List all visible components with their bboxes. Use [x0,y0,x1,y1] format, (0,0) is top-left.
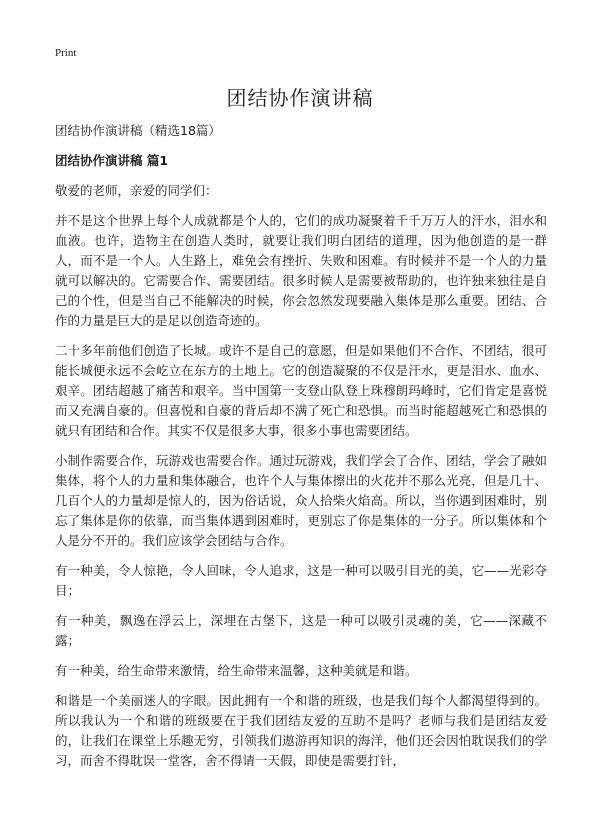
body-paragraph: 有一种美，给生命带来激情，给生命带来温馨，这种美就是和谐。 [55,663,418,678]
body-paragraph: 有一种美，令人惊艳，令人回味，令人追求，这是一种可以吸引目光的美，它——光彩夺目； [55,563,547,598]
body-paragraph: 并不是这个世界上每个人成就都是个人的，它们的成功凝聚着千千万万人的汗水，泪水和血液。也许，造物主在创造人类时，就要让我们明白团结的道理，因为他创造的是一群人，而不是一个人。人生路上，难免会有挫折、失败和困难。有时候并不是一个人的力量就可以解决的。它需要合作、需要团结。很多时候人是需要被帮助的，也许独来独往是自己的个性，但是当自己不能解决的时候，你会忽然发现要融入集体是那么重要。团结、合作的力量是巨大的是足以创造奇迹的。 [55,213,547,328]
page-title: 团结协作演讲稿 [226,86,374,110]
document-subtitle: 团结协作演讲稿（精选18篇） [55,123,221,138]
body-paragraph: 有一种美，飘逸在浮云上，深埋在古堡下，这是一种可以吸引灵魂的美，它——深藏不露； [55,613,547,648]
body-paragraph: 和谐是一个美丽迷人的字眼。因此拥有一个和谐的班级，也是我们每个人都渴望得到的。所以我认为一个和谐的班级要在于我们团结友爱的互助不是吗？老师与我们是团结友爱的，让我们在课堂上乐趣无穷，引领我们遨游再知识的海洋，他们还会因怕耽误我们的学习，而舍不得耽误一堂客，舍不得请一天假，即使是需要打针， [55,693,547,768]
print-link[interactable]: Print [55,47,77,59]
speech-body [55,181,547,781]
body-paragraph: 二十多年前他们创造了长城。或许不是自己的意愿，但是如果他们不合作、不团结，很可能长城便永远不会屹立在东方的土地上。它的创造凝聚的不仅是汗水，更是泪水、血水、艰辛。团结超越了痛苦和艰辛。当中国第一支登山队登上珠穆朗玛峰时，它们肯定是喜悦而又充满自豪的。但喜悦和自豪的背后却不满了死亡和恐惧。而当时能超越死亡和恐惧的就只有团结和合作。其实不仅是很多大事，很多小事也需要团结。 [55,343,547,438]
greeting-paragraph: 敬爱的老师，亲爱的同学们： [55,183,218,198]
section-heading: 团结协作演讲稿 篇1 [55,153,169,168]
body-paragraph: 小制作需要合作，玩游戏也需要合作。通过玩游戏，我们学会了合作、团结，学会了融如集体，将个人的力量和集体融合，也许个人与集体擦出的火花并不那么光亮，但是几十、几百个人的力量却是惊人的，因为俗话说，众人拾柴火焰高。所以，当你遇到困难时，别忘了集体是你的依靠，而当集体遇到困难时，更别忘了你是集体的一分子。所以集体和个人是分不开的。我们应该学会团结与合作。 [55,453,547,548]
